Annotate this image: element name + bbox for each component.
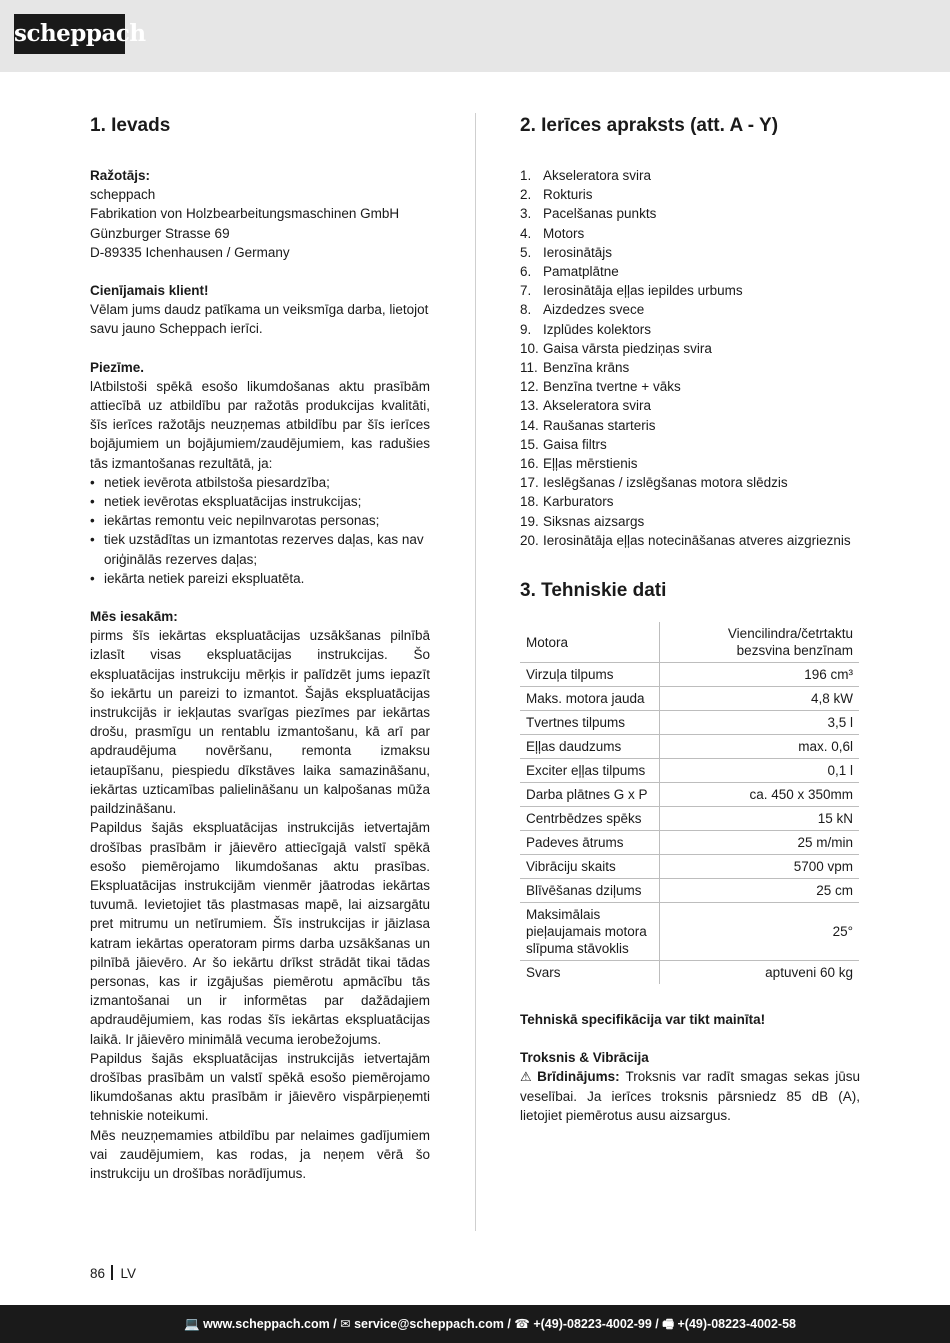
section-title-technical-data: 3. Tehniskie dati [520, 580, 667, 602]
list-item: 6. Pamatplātne [520, 264, 619, 280]
spec-value: ca. 450 x 350mm [660, 783, 860, 807]
section-title-device-description: 2. Ierīces apraksts (att. A - Y) [520, 115, 779, 136]
manufacturer-line: scheppach [90, 187, 156, 203]
table-row [520, 735, 859, 759]
spec-value: max. 0,6l [660, 735, 860, 759]
list-item: • tiek uzstādītas un izmantotas rezerves daļas, kas nav oriģinālās rezerves daļas; [90, 530, 430, 568]
paragraph: Papildus šajās ekspluatācijas instrukcijās ietvertajām drošības prasībām un valstī spēkā esošo piemērojamo likumdošanas aktu prasībām ir jāievēro vispārpieņemti tehniskie noteikumi. [90, 1050, 430, 1124]
spec-key: Maks. motora jauda [520, 687, 660, 711]
list-item: • iekārtas remontu veic nepilnvarotas personas; [90, 511, 430, 530]
warning-label: Brīdinājums: [537, 1069, 620, 1085]
column-divider [475, 113, 476, 1231]
spec-value: 25° [660, 903, 860, 961]
list-item: 10. Gaisa vārsta piedziņas svira [520, 340, 712, 356]
dear-customer-label: Cienījamais klient! [90, 283, 209, 299]
list-item: 9. Izplūdes kolektors [520, 321, 652, 337]
paragraph: Mēs neuzņemamies atbildību par nelaimes gadījumiem vai zaudējumiem, kas rodas, ja neņem vērā šo instrukciju un drošības norādījumus. [90, 1127, 430, 1181]
spec-value: 25 cm [660, 879, 860, 903]
list-item: 1. Akseleratora svira [520, 168, 652, 183]
spec-value: 25 m/min [660, 831, 860, 855]
spec-change-note: Tehniskā specifikācija var tikt mainīta! [520, 1012, 766, 1028]
page-number: 86 [90, 1266, 106, 1281]
list-item: 14. Raušanas starteris [520, 417, 656, 433]
table-row [520, 711, 859, 735]
paragraph: pirms šīs iekārtas ekspluatācijas uzsākšanas pilnībā izlasīt visas ekspluatācijas instrukcijas. Šo ekspluatācijas instrukciju mērķis ir palīdzēt jums iepazīt šo iekārtu un pareizi to izmantot. Šajās ekspluatācijas instrukcijās ir iekļautas svarīgas piezīmes par iekārtas drošu, prasmīgu un rentablu izmantošanu, kā arī par apdraudējuma novēršanu, remonta izmaksu ietaupīšanu, piespiedu dīkstāves laika samazināšanu, iekārtas uzticamības palielināšanu un kalpošanas mūža paildzināšanu. [90, 628, 430, 817]
parts-list [520, 166, 860, 550]
recommend-label: Mēs iesakām: [90, 609, 178, 625]
scheppach-logo: scheppach [14, 14, 125, 54]
paragraph: Papildus šajās ekspluatācijas instrukcijās ietvertajām drošības prasībām ir jāievēro attiecīgajā valstī spēkā esošo piemērojamo likumdošanas aktu prasības. Ekspluatācijas instrukcijām vienmēr jāatrodas iekārtas tuvumā. Ievietojiet tās plastmasas mapē, lai aizsargātu pret mitrumu un netīrumiem. Šīs instrukcijas ir jāizlasa katram iekārtas operatoram pirms darba uzsākšanas un pilnībā jāievēro. Ar šo iekārtu drīkst strādāt tikai tādas personas, kas ir izgājušas piemērotu apmācību tās izmantošanai un ir informētas par dažādajiem apdraudējumiem, kas rodas šīs iekārtas ekspluatācijas laikā. Ir jāievēro minimālā vecuma ierobežojums. [90, 820, 430, 1047]
list-item: 11. Benzīna krāns [520, 360, 630, 376]
bottom-contact-bar [0, 1305, 950, 1343]
footer-separator [111, 1265, 113, 1280]
spec-key: Blīvēšanas dziļums [520, 879, 660, 903]
table-row [520, 855, 859, 879]
spec-key: Padeves ātrums [520, 831, 660, 855]
spec-value: 5700 vpm [660, 855, 860, 879]
spec-key: Eļļas daudzums [520, 735, 660, 759]
warning-text: Troksnis var radīt smagas sekas jūsu veselībai. Ja ierīces troksnis pārsniedz 85 dB (A), lietojiet piemērotus ausu aizsargus. [520, 1069, 861, 1123]
table-row [520, 903, 859, 961]
spec-key: Svars [520, 961, 660, 985]
list-item: 18. Karburators [520, 494, 614, 510]
left-column [90, 113, 430, 1183]
table-row [520, 622, 859, 663]
list-item: • netiek ievērota atbilstoša piesardzība; [90, 473, 430, 492]
list-item: 5. Ierosinātājs [520, 244, 613, 260]
spec-key: Exciter eļļas tilpums [520, 759, 660, 783]
table-row [520, 663, 859, 687]
list-item: 7. Ierosinātāja eļļas iepildes urbums [520, 283, 743, 299]
spec-value: Viencilindra/četrtaktu bezsvina benzīnam [660, 622, 860, 663]
spec-key: Virzuļa tilpums [520, 663, 660, 687]
list-item: 17. Ieslēgšanas / izslēgšanas motora slēdzis [520, 475, 788, 491]
table-row [520, 807, 859, 831]
page-footer [90, 1265, 136, 1283]
noise-vibration-label: Troksnis & Vibrācija [520, 1050, 649, 1066]
section-title-introduction: 1. Ievads [90, 115, 171, 136]
list-item: 12. Benzīna tvertne + vāks [520, 379, 681, 395]
spec-value: 196 cm³ [660, 663, 860, 687]
list-item: 20. Ierosinātāja eļļas notecināšanas atveres aizgrieznis [520, 532, 851, 548]
spec-key: Centrbēdzes spēks [520, 807, 660, 831]
warning-icon: ⚠ [520, 1069, 535, 1085]
note-label: Piezīme. [90, 359, 145, 375]
spec-value: 3,5 l [660, 711, 860, 735]
right-column [520, 113, 860, 1125]
language-code: LV [120, 1266, 137, 1281]
list-item: 13. Akseleratora svira [520, 398, 652, 414]
dear-customer-text: Vēlam jums daudz patīkama un veiksmīga darba, lietojot savu jauno Scheppach ierīci. [90, 302, 429, 337]
contact-info: 💻 www.scheppach.com / ✉ service@scheppach.com / ☎ +(49)-08223-4002-99 / 🖷 +(49)-08223-4002-58 [184, 1317, 796, 1331]
spec-key: Maksimālais pieļaujamais motora slīpuma stāvoklis [520, 903, 660, 961]
spec-value: aptuveni 60 kg [765, 965, 853, 981]
list-item: 2. Rokturis [520, 187, 593, 203]
noise-warning [520, 1067, 860, 1125]
list-item: 8. Aizdedzes svece [520, 302, 645, 318]
list-item: 3. Pacelšanas punkts [520, 206, 657, 222]
list-item: 4. Motors [520, 225, 585, 241]
spec-value: 4,8 kW [660, 687, 860, 711]
note-text: lAtbilstoši spēkā esošo likumdošanas aktu prasībām attiecībā uz atbildību par ražotās produkcijas kvalitāti, šīs ierīces ražotājs neuzņemas atbildību par šīs ierīces bojājumiem un bojājumiem/zaudējumiem, kas radušies tās izmantošanas rezultātā, ja: [90, 378, 430, 471]
table-row [520, 831, 859, 855]
list-item: 15. Gaisa filtrs [520, 436, 607, 452]
table-row [520, 759, 859, 783]
spec-value: 15 kN [660, 807, 860, 831]
liability-exclusions-list [90, 473, 430, 588]
technical-data-table [520, 622, 859, 984]
spec-key: Motora [520, 622, 660, 663]
manufacturer-line: Fabrikation von Holzbearbeitungsmaschinen GmbH [90, 206, 400, 222]
manufacturer-line: D-89335 Ichenhausen / Germany [90, 244, 290, 260]
spec-key: Tvertnes tilpums [520, 711, 660, 735]
spec-key: Vibrāciju skaits [520, 855, 660, 879]
list-item: 16. Eļļas mērstienis [520, 456, 638, 472]
table-row [520, 879, 859, 903]
table-row [520, 783, 859, 807]
spec-key: Darba plātnes G x P [520, 783, 660, 807]
list-item: 19. Siksnas aizsargs [520, 513, 645, 529]
list-item: • iekārta netiek pareizi ekspluatēta. [90, 569, 430, 588]
top-header-bar [0, 0, 950, 72]
manufacturer-line: Günzburger Strasse 69 [90, 225, 230, 241]
list-item: • netiek ievērotas ekspluatācijas instrukcijas; [90, 492, 430, 511]
spec-value: 0,1 l [660, 759, 860, 783]
table-row [520, 687, 859, 711]
manufacturer-label: Ražotājs: [90, 168, 151, 183]
table-row [520, 961, 859, 985]
